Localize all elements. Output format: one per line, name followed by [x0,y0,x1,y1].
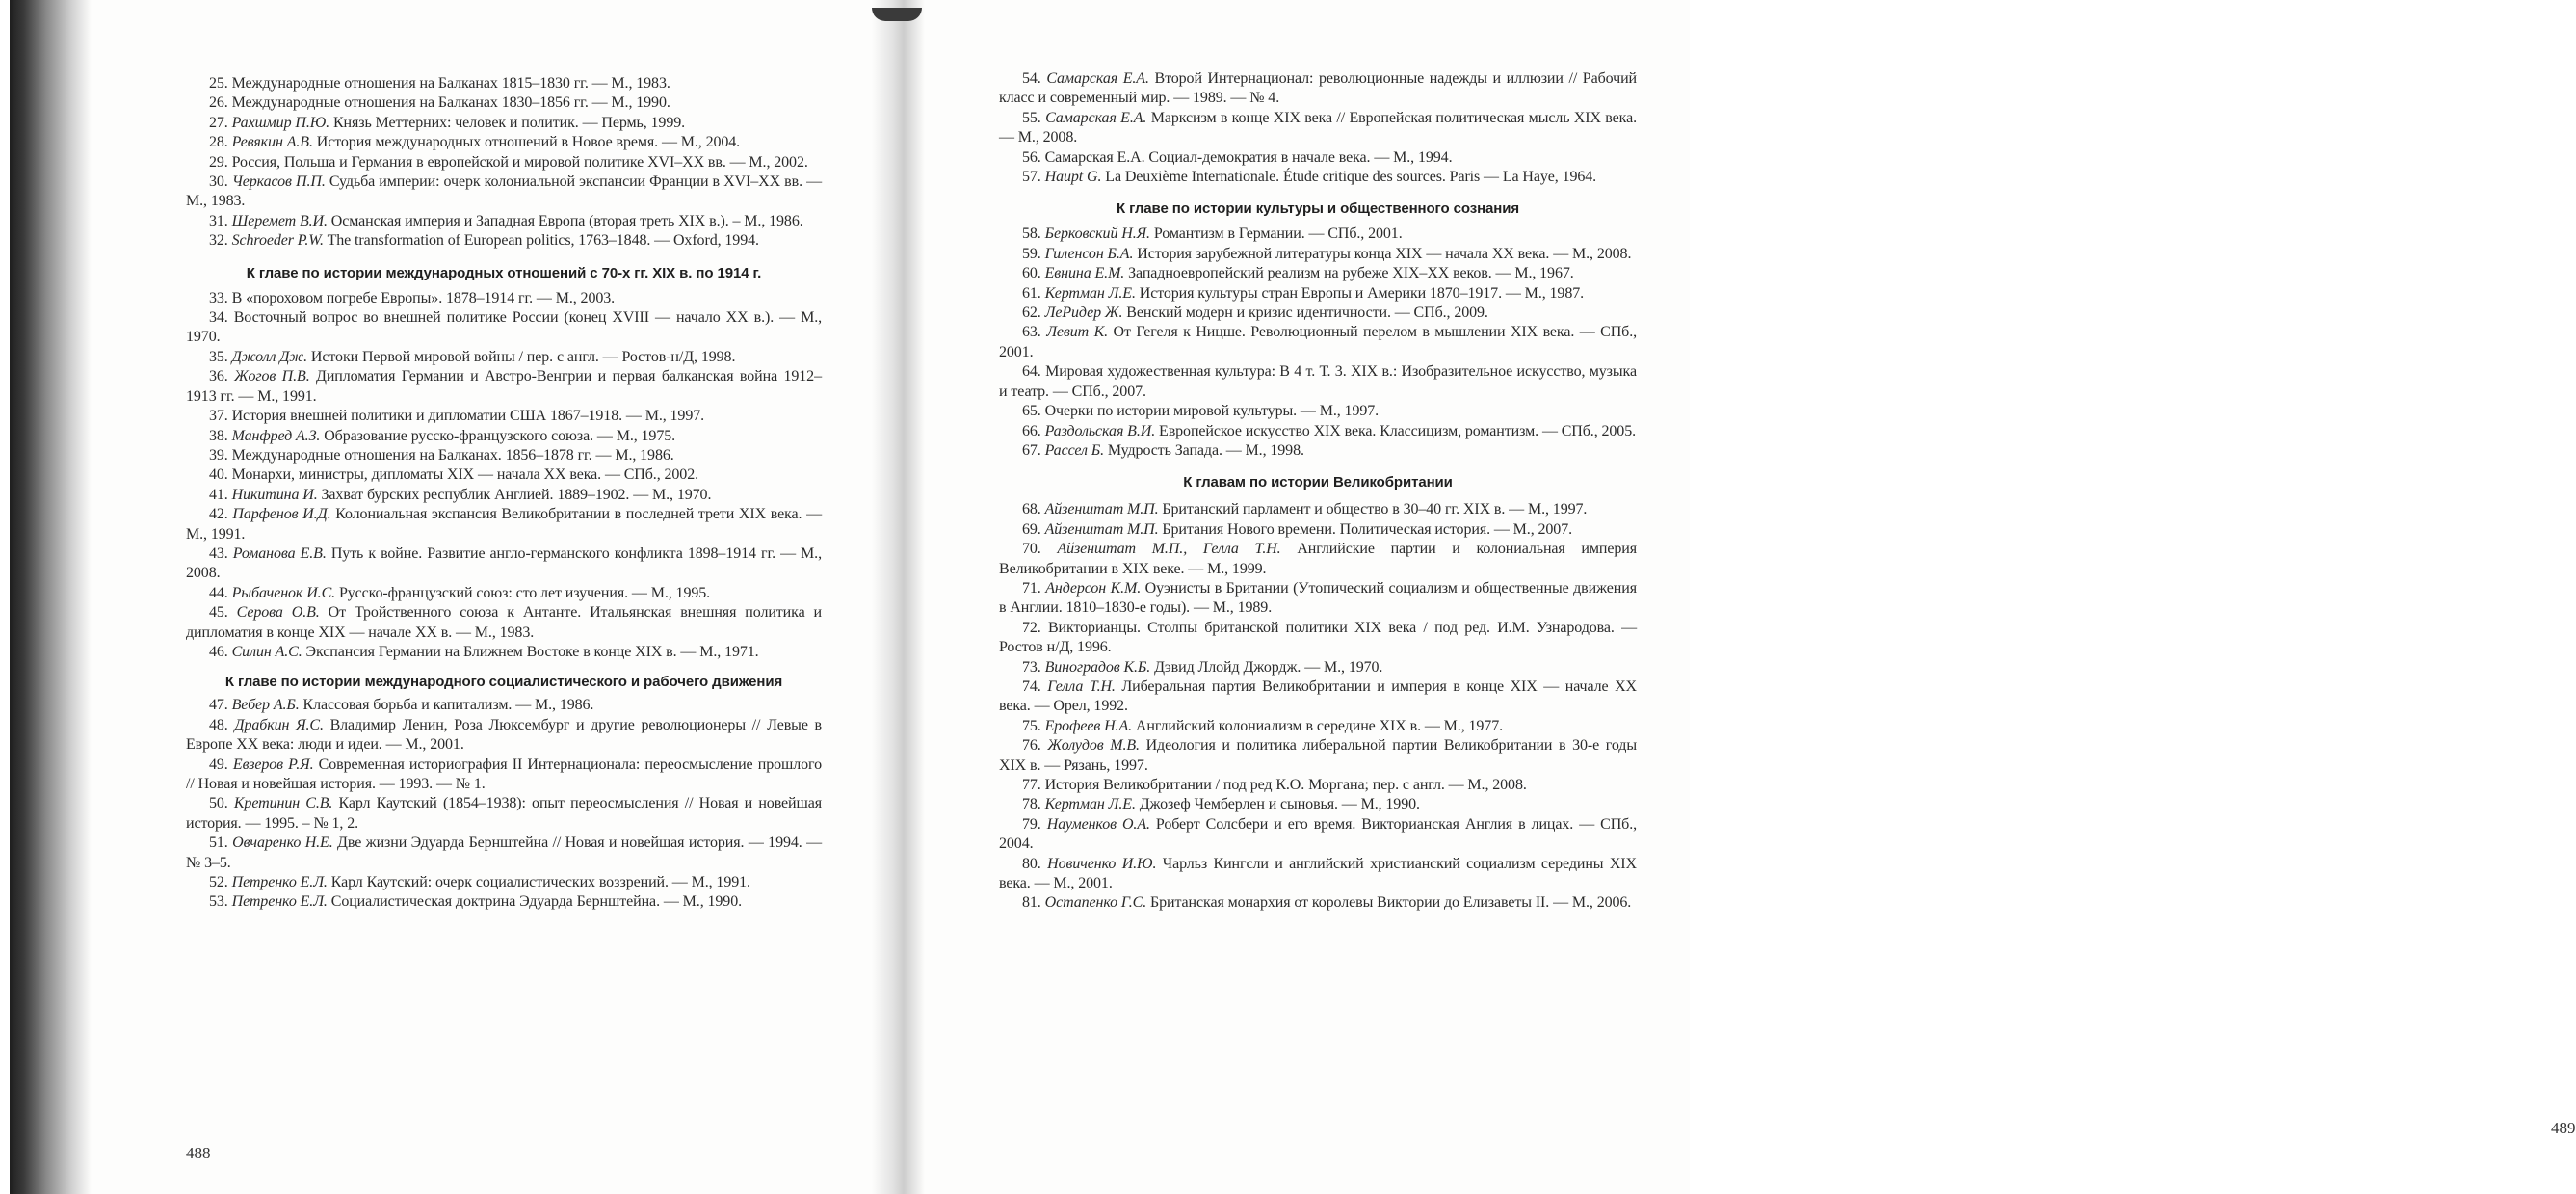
bibliography-entry: 50. Кретинин С.В. Карл Каутский (1854–1938): опыт переосмысления // Новая и новейшая история. — 1995. – № 1, 2. [186,795,823,832]
bibliography-entry: 64. Мировая художественная культура: В 4 т. Т. 3. XIX в.: Изобразительное искусство, музыка и театр. — СПб., 2007. [999,363,1637,400]
book-gutter-shadow [872,0,925,1194]
author-name: Самарская Е.А. [1046,70,1149,87]
author-name: Шеремет В.И. [231,212,328,229]
author-name: Рассел Б. [1044,441,1104,459]
author-name: Haupt G. [1044,169,1102,186]
bibliography-entry: 33. В «пороховом погребе Европы». 1878–1914 гг. — М., 2003. [209,289,616,306]
bibliography-entry: 70. Айзенштат М.П., Гелла Т.Н. Английские партии и колониальная империя Великобритании в XIX веке. — М., 1999. [999,541,1637,577]
bibliography-entry: 52. Петренко Е.Л. Карл Каутский: очерк социалистических воззрений. — М., 1991. [209,874,750,891]
author-name: Берковский Н.Я. [1044,226,1150,243]
bibliography-entry: 45. Серова О.В. От Тройственного союза к Антанте. Итальянская внешняя политика и дипломатия в конце XIX — начале XX в. — М., 1983. [186,604,822,641]
author-name: Евзеров Р.Я. [232,756,314,773]
section-heading: К главам по истории Великобритании [1183,474,1453,491]
bibliography-entry: 48. Драбкин Я.С. Владимир Ленин, Роза Люксембург и другие революционеры // Левые в Европе XX века: люди и идеи. — М., 2001. [186,716,822,754]
bibliography-entry: 53. Петренко Е.Л. Социалистическая доктрина Эдуарда Бернштейна. — М., 1990. [209,893,742,911]
author-name: Жолудов М.В. [1047,737,1140,755]
bibliography-entry: 28. Ревякин А.В. История международных отношений в Новое время. — М., 2004. [209,134,741,151]
author-name: Ревякин А.В. [231,134,313,151]
author-name: Гелла Т.Н. [1047,677,1116,695]
author-name: Виноградов К.Б. [1044,658,1151,676]
page-number: 489 [2551,1119,2576,1137]
bibliography-entry: 65. Очерки по истории мировой культуры. — М., 1997. [1022,403,1380,420]
bibliography-entry: 59. Гиленсон Б.А. История зарубежной литературы конца XIX — начала XX века. — М., 2008. [1022,245,1632,262]
bibliography-entry: 81. Остапенко Г.С. Британская монархия от королевы Виктории до Елизаветы II. — М., 2006. [1022,894,1632,912]
bibliography-entry: 69. Айзенштат М.П. Британия Нового времени. Политическая история. — М., 2007. [1022,520,1573,538]
author-name: Черкасов П.П. [231,173,326,191]
section-heading: К главе по истории международных отношений с 70-х гг. XIX в. по 1914 г. [246,264,762,281]
bibliography-list [186,696,822,912]
bibliography-entry: 25. Международные отношения на Балканах 1815–1830 гг. — М., 1983. [209,75,670,92]
author-name: Левит К. [1046,324,1109,341]
section-heading: К главе по истории международного социалистического и рабочего движения [224,674,783,691]
page-number: 488 [186,1144,211,1162]
bibliography-list [999,69,1637,187]
author-name: Овчаренко Н.Е. [232,835,333,852]
author-name: Айзенштат М.П. [1044,501,1159,518]
bibliography-entry: 26. Международные отношения на Балканах 1830–1856 гг. — М., 1990. [209,94,670,112]
bibliography-entry: 77. История Великобритании / под ред К.О. Моргана; пер. с англ. — М., 2008. [1022,777,1527,793]
book-gutter-top [872,8,922,21]
author-name: Джолл Дж. [231,348,307,365]
author-name: Айзенштат М.П., Гелла Т.Н. [1057,541,1281,558]
bibliography-entry: 46. Силин А.С. Экспансия Германии на Ближнем Востоке в конце XIX в. — М., 1971. [209,643,759,660]
bibliography-entry: 30. Черкасов П.П. Судьба империи: очерк колониальной экспансии Франции в XVI–XX вв. — М., 1983. [186,173,822,210]
bibliography-entry: 73. Виноградов К.Б. Дэвид Ллойд Джордж. — М., 1970. [1022,658,1383,676]
bibliography-entry: 44. Рыбаченок И.С. Русско-французский союз: сто лет изучения. — М., 1995. [209,584,711,601]
bibliography-entry: 57. Haupt G. La Deuxième Internationale. Étude critique des sources. Paris — La Haye, 1964. [1022,169,1597,186]
author-name: Жогов П.В. [234,368,310,385]
bibliography-entry: 29. Россия, Польша и Германия в европейской и мировой политике XVI–XX вв. — М., 2002. [209,153,808,171]
author-name: Schroeder P.W. [231,232,324,250]
bibliography-entry: 79. Науменков О.А. Роберт Солсбери и его время. Викторианская Англия в лицах. — СПб., 2004. [999,815,1637,853]
bibliography-entry: 51. Овчаренко Н.Е. Две жизни Эдуарда Бернштейна // Новая и новейшая история. — 1994. — № 3–5. [186,835,822,871]
bibliography-list [999,500,1637,914]
bibliography-entry: 39. Международные отношения на Балканах. 1856–1878 гг. — М., 1986. [209,446,674,464]
section-heading: К главе по истории культуры и общественного сознания [1116,200,1520,218]
author-name: Серова О.В. [236,604,320,622]
bibliography-entry: 66. Раздольская В.И. Европейское искусство XIX века. Классицизм, романтизм. — СПб., 2005. [1022,422,1637,439]
bibliography-list [999,225,1637,461]
author-name: Никитина И. [231,486,318,503]
bibliography-entry: 37. История внешней политики и дипломатии США 1867–1918. — М., 1997. [209,408,705,425]
bibliography-entry: 49. Евзеров Р.Я. Современная историография II Интернационала: переосмысление прошлого // Новая и новейшая история. — 1993. — № 1. [186,756,822,792]
bibliography-list [186,289,822,663]
author-name: Раздольская В.И. [1044,422,1156,439]
author-name: Драбкин Я.С. [234,716,324,733]
bibliography-entry: 58. Берковский Н.Я. Романтизм в Германии. — СПб., 2001. [1022,226,1403,243]
bibliography-entry: 32. Schroeder P.W. The transformation of European politics, 1763–1848. — Oxford, 1994. [209,232,759,250]
author-name: Петренко Е.Л. [231,893,328,911]
author-name: Рыбаченок И.С. [231,584,336,601]
bibliography-entry: 61. Кертман Л.Е. История культуры стран Европы и Америки 1870–1917. — М., 1987. [1022,284,1585,302]
scan-edge-shadow [10,0,92,1194]
bibliography-entry: 56. Самарская Е.А. Социал-демократия в начале века. — М., 1994. [1022,148,1453,166]
bibliography-entry: 68. Айзенштат М.П. Британский парламент и общество в 30–40 гг. XIX в. — М., 1997. [1022,501,1588,518]
bibliography-entry: 63. Левит К. От Гегеля к Ницше. Революционный перелом в мышлении XIX века. — СПб., 2001. [999,324,1637,360]
author-name: Новиченко И.Ю. [1047,855,1157,872]
author-name: Петренко Е.Л. [231,874,328,891]
bibliography-entry: 47. Вебер А.Б. Классовая борьба и капитализм. — М., 1986. [209,697,594,714]
left-bibliography-column [186,0,822,913]
author-name: Остапенко Г.С. [1044,894,1147,912]
author-name: Романова Е.В. [232,544,327,562]
author-name: Кертман Л.Е. [1044,284,1136,302]
bibliography-entry: 80. Новиченко И.Ю. Чарльз Кингсли и английский христианский социализм середины XIX века. — М., 2001. [999,855,1637,892]
bibliography-entry: 55. Самарская Е.А. Марксизм в конце XIX века // Европейская политическая мысль XIX века. — М., 2008. [999,109,1637,146]
bibliography-entry: 38. Манфред А.З. Образование русско-французского союза. — М., 1975. [209,427,676,444]
bibliography-entry: 71. Андерсон К.М. Оуэнисты в Британии (Утопический социализм и общественные движения в Англии. 1810–1830-е годы). — М., 1989. [999,579,1637,617]
bibliography-entry: 36. Жогов П.В. Дипломатия Германии и Австро-Венгрии и первая балканская война 1912–1913 гг. — М., 1991. [186,368,822,405]
author-name: Евнина Е.М. [1044,265,1125,282]
bibliography-entry: 35. Джолл Дж. Истоки Первой мировой войны / пер. с англ. — Ростов-н/Д, 1998. [209,348,736,365]
bibliography-entry: 27. Рахшмир П.Ю. Князь Меттерних: человек и политик. — Пермь, 1999. [209,114,686,131]
author-name: Кретинин С.В. [233,795,333,812]
bibliography-entry: 34. Восточный вопрос во внешней политике России (конец XVIII — начало XX в.). — М., 1970. [186,309,822,346]
author-name: Самарская Е.А. [1045,109,1147,126]
author-name: ЛеРидер Ж. [1044,305,1123,322]
bibliography-entry: 40. Монархи, министры, дипломаты XIX — начала XX века. — СПб., 2002. [209,466,699,484]
bibliography-entry: 78. Кертман Л.Е. Джозеф Чемберлен и сыновья. — М., 1990. [1022,796,1420,813]
bibliography-entry: 75. Ерофеев Н.А. Английский колониализм в середине XIX в. — М., 1977. [1022,717,1504,734]
bibliography-list [186,74,822,252]
author-name: Науменков О.А. [1046,815,1150,833]
author-name: Манфред А.З. [231,427,321,444]
left-page [0,0,925,1194]
bibliography-entry: 42. Парфенов И.Д. Колониальная экспансия Великобритании в последней трети XIX века. — М., 1991. [186,506,822,543]
bibliography-entry: 76. Жолудов М.В. Идеология и политика либеральной партии Великобритании в 30-е годы XIX в. — Рязань, 1997. [999,737,1637,774]
author-name: Гиленсон Б.А. [1044,245,1134,262]
bibliography-entry: 62. ЛеРидер Ж. Венский модерн и кризис идентичности. — СПб., 2009. [1022,305,1488,322]
author-name: Вебер А.Б. [231,697,300,714]
bibliography-entry: 74. Гелла Т.Н. Либеральная партия Великобритании и империя в конце XIX — начале XX века. — Орел, 1992. [999,677,1637,715]
author-name: Андерсон К.М. [1045,579,1142,597]
author-name: Рахшмир П.Ю. [231,114,330,131]
author-name: Айзенштат М.П. [1044,520,1159,538]
right-bibliography-column [999,0,1637,914]
author-name: Ерофеев Н.А. [1044,717,1133,734]
author-name: Кертман Л.Е. [1044,796,1136,813]
bibliography-entry: 31. Шеремет В.И. Османская империя и Западная Европа (вторая треть XIX в.). – М., 1986. [209,212,803,229]
bibliography-entry: 60. Евнина Е.М. Западноевропейский реализм на рубеже XIX–XX веков. — М., 1967. [1022,265,1574,282]
bibliography-entry: 67. Рассел Б. Мудрость Запада. — М., 1998. [1022,441,1304,459]
author-name: Парфенов И.Д. [232,506,331,523]
author-name: Силин А.С. [231,643,302,660]
bibliography-entry: 54. Самарская Е.А. Второй Интернационал: революционные надежды и иллюзии // Рабочий класс и современный мир. — 1989. — № 4. [999,70,1638,107]
bibliography-entry: 43. Романова Е.В. Путь к войне. Развитие англо-германского конфликта 1898–1914 гг. — М., 2008. [186,544,822,582]
bibliography-entry: 41. Никитина И. Захват бурских республик Англией. 1889–1902. — М., 1970. [209,486,712,503]
bibliography-entry: 72. Викторианцы. Столпы британской политики XIX века / под ред. И.М. Узнародова. — Ростов н/Д, 1996. [999,619,1637,656]
